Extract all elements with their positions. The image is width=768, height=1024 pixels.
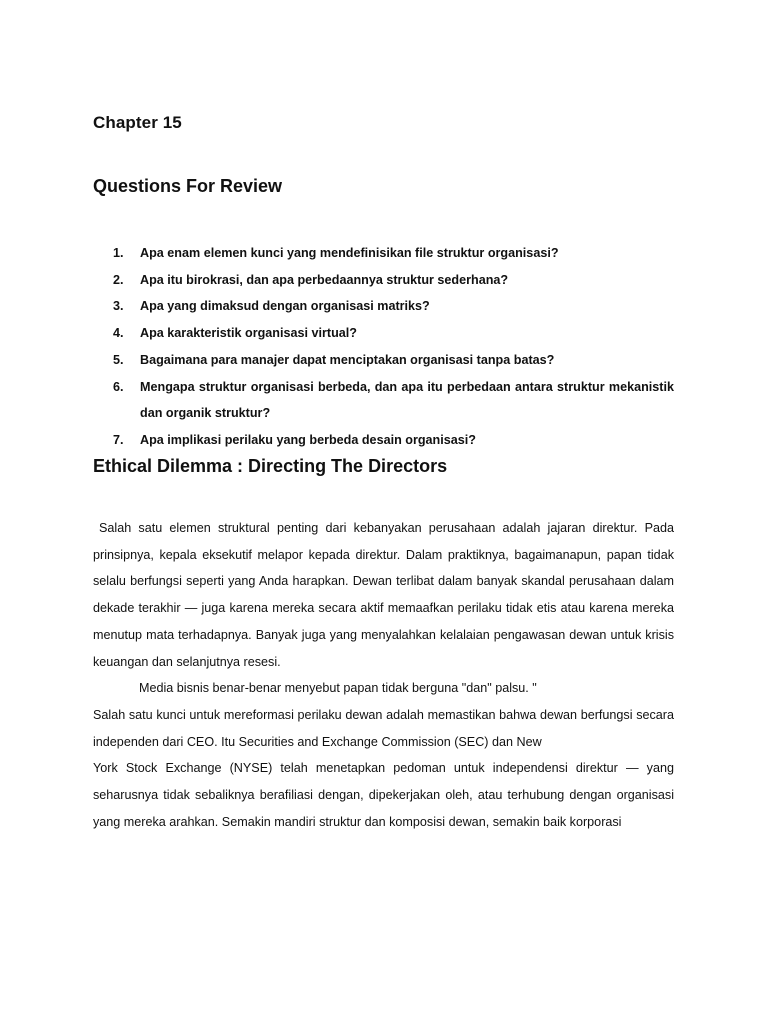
question-number: 1. — [113, 246, 124, 260]
ethical-dilemma-body — [93, 515, 674, 835]
question-text: Apa itu birokrasi, dan apa perbedaannya struktur sederhana? — [140, 272, 509, 287]
question-text: Apa karakteristik organisasi virtual? — [140, 326, 357, 341]
question-text: Apa implikasi perilaku yang berbeda desain organisasi? — [140, 432, 476, 447]
list-item — [113, 293, 674, 320]
paragraph-4: York Stock Exchange (NYSE) telah menetapkan pedoman untuk independensi direktur — yang seharusnya tidak sebaliknya berafiliasi dengan, dipekerjakan oleh, atau terhubung dengan organisasi yang mereka arahkan. Semakin mandiri struktur dan komposisi dewan, semakin baik korporasi — [93, 761, 674, 829]
review-heading: Questions For Review — [93, 176, 283, 196]
paragraph-2: Media bisnis benar-benar menyebut papan tidak berguna "dan" palsu. " — [139, 681, 537, 696]
list-item — [113, 347, 674, 374]
review-questions-list — [113, 240, 674, 454]
list-item — [113, 374, 674, 427]
paragraph-3: Salah satu kunci untuk mereformasi perilaku dewan adalah memastikan bahwa dewan berfungsi secara independen dari CEO. Itu Securities and Exchange Commission (SEC) dan New — [93, 707, 674, 749]
question-number: 7. — [113, 432, 124, 447]
question-number: 4. — [113, 326, 124, 341]
question-text: Bagaimana para manajer dapat menciptakan organisasi tanpa batas? — [140, 352, 555, 367]
list-item — [113, 427, 674, 454]
chapter-heading: Chapter 15 — [93, 113, 182, 132]
question-text: Apa enam elemen kunci yang mendefinisikan file struktur organisasi? — [140, 246, 559, 260]
question-text: Mengapa struktur organisasi berbeda, dan apa itu perbedaan antara struktur mekanistik dan organik struktur? — [140, 379, 674, 421]
question-number: 6. — [113, 379, 124, 394]
question-number: 3. — [113, 299, 124, 314]
list-item — [113, 267, 674, 294]
paragraph-1: Salah satu elemen struktural penting dari kebanyakan perusahaan adalah jajaran direktur. Pada prinsipnya, kepala eksekutif melapor kepada direktur. Dalam praktiknya, bagaimanapun, papan tidak selalu berfungsi seperti yang Anda harapkan. Dewan terlibat dalam banyak skandal perusahaan dalam dekade terakhir — juga karena mereka secara aktif memaafkan perilaku tidak etis atau karena mereka menutup mata terhadapnya. Banyak juga yang menyalahkan kelalaian pengawasan dewan untuk krisis keuangan dan selanjutnya resesi. — [93, 521, 674, 669]
list-item — [113, 320, 674, 347]
list-item — [113, 240, 674, 267]
question-number: 5. — [113, 352, 124, 367]
question-number: 2. — [113, 272, 124, 287]
question-text: Apa yang dimaksud dengan organisasi matriks? — [140, 299, 430, 314]
ethical-dilemma-heading: Ethical Dilemma : Directing The Directors — [93, 456, 448, 476]
